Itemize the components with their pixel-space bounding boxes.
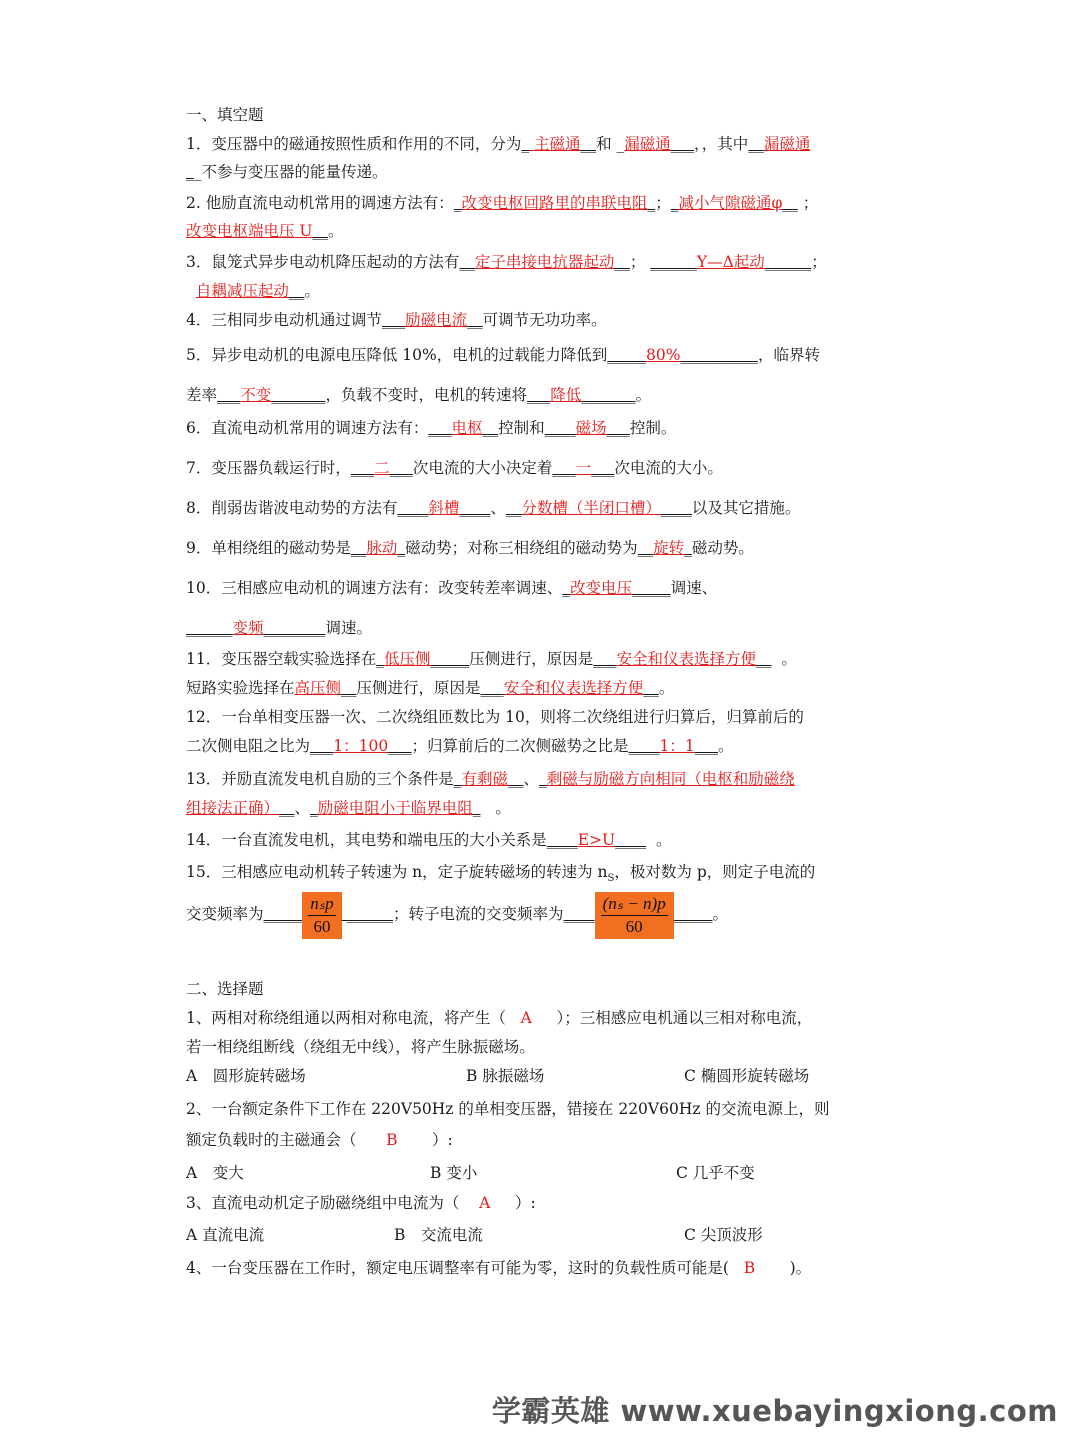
option-a: A 直流电流 (186, 1226, 265, 1244)
question-5-line1: 5．异步电动机的电源电压降低 10%，电机的过载能力降低到_____80%__________，临界转 (186, 346, 820, 364)
question-7: 7．变压器负载运行时，___二___次电流的大小决定着___一___次电流的大小。 (186, 459, 723, 477)
question-10-line1: 10．三相感应电动机的调速方法有：改变转差率调速、_改变电压_____调速、 (186, 579, 718, 597)
question-9: 9．单相绕组的磁动势是__脉动_磁动势；对称三相绕组的磁动势为__旋转_磁动势。 (186, 539, 754, 557)
question-2-line2: 改变电枢端电压 U__。 (186, 222, 344, 240)
choice-1-line1: 1、两相对称绕组通以两相对称电流，将产生（ A ）；三相感应电机通以三相对称电流， (186, 1009, 813, 1027)
question-3-line2: 自耦减压起动__。 (195, 282, 320, 300)
formula-rotor-frequency: $\frac{\text{(nₛ − n)p}}{60}$ (595, 892, 674, 939)
watermark: 学霸英雄 www.xuebayingxiong.com (491, 1394, 1058, 1428)
question-15-line1: 15．三相感应电动机转子转速为 n，定子旋转磁场的转速为 $n_S$，极对数为 p，则定子电流的 (186, 863, 816, 885)
formula-stator-frequency: $\frac{\text{nₛp}}{60}$ (302, 892, 341, 939)
question-4: 4．三相同步电动机通过调节___励磁电流__可调节无功功率。 (186, 311, 607, 329)
question-13-line2: 组接法正确）__、_励磁电阻小于临界电阻_ 。 (186, 799, 511, 817)
choice-3-line1: 3、直流电动机定子励磁绕组中电流为（ A ）: (186, 1194, 536, 1212)
choice-2-line1: 2、一台额定条件下工作在 220V50Hz 的单相变压器，错接在 220V60Hz 的交流电源上，则 (186, 1100, 830, 1118)
option-b: B 脉振磁场 (466, 1067, 545, 1085)
choice-4: 4、一台变压器在工作时，额定电压调整率有可能为零，这时的负载性质可能是( B )。 (186, 1259, 812, 1277)
question-13-line1: 13．并励直流发电机自励的三个条件是_有剩磁__、_剩磁与励磁方向相同（电枢和励磁绕 (186, 770, 795, 788)
option-b: B 变小 (430, 1164, 478, 1182)
section-title-choice: 二、选择题 (186, 980, 264, 998)
question-5-line2: 差率___不变_______，负载不变时，电机的转速将___降低_______。 (186, 386, 652, 404)
section-title-fill: 一、填空题 (186, 106, 264, 124)
question-8: 8．削弱齿谐波电动势的方法有____斜槽____、__分数槽（半闭口槽）____以及其它措施。 (186, 499, 801, 517)
question-11-line1: 11．变压器空载实验选择在_低压侧_____压侧进行，原因是___安全和仪表选择方便__ 。 (186, 650, 797, 668)
question-12-line1: 12．一台单相变压器一次、二次绕组匝数比为 10，则将二次绕组进行归算后，归算前后的 (186, 708, 804, 726)
option-b: B 交流电流 (394, 1226, 483, 1244)
option-a: A 圆形旋转磁场 (186, 1067, 306, 1085)
question-2-line1: 2. 他励直流电动机常用的调速方法有：_改变电枢回路里的串联电阻_；_减小气隙磁通φ__ ； (186, 194, 819, 212)
question-1-line1: 1．变压器中的磁通按照性质和作用的不同，分为_ 主磁通__和 _漏磁通___，，其中__漏磁通 (186, 135, 811, 153)
question-15-line2: 交变频率为_____ $\frac{\text{nₛp}}{60}$ ______；转子电流的交变频率为____ $\frac{\text{(nₛ − n)p}}{60}$ _____。 (186, 887, 906, 941)
choice-2-line2: 额定负载时的主磁通会（ B ）: (186, 1131, 453, 1149)
question-10-line2: ______变频________调速。 (186, 619, 373, 637)
question-1-line2: __不参与变压器的能量传递。 (186, 163, 388, 181)
option-c: C 椭圆形旋转磁场 (684, 1067, 810, 1085)
question-11-line2: 短路实验选择在高压侧__压侧进行，原因是___安全和仪表选择方便__。 (186, 679, 675, 697)
option-c: C 尖顶波形 (684, 1226, 763, 1244)
question-3-line1: 3．鼠笼式异步电动机降压起动的方法有__定子串接电抗器起动__； ______Y—Δ起动______； (186, 253, 827, 271)
question-14: 14．一台直流发电机，其电势和端电压的大小关系是____E>U____ 。 (186, 831, 672, 849)
question-6: 6．直流电动机常用的调速方法有：___电枢__控制和____磁场___控制。 (186, 419, 677, 437)
option-c: C 几乎不变 (676, 1164, 755, 1182)
choice-1-line2: 若一相绕组断线（绕组无中线），将产生脉振磁场。 (186, 1038, 535, 1056)
option-a: A 变大 (186, 1164, 244, 1182)
question-12-line2: 二次侧电阻之比为___1：100___；归算前后的二次侧磁势之比是____1：1___。 (186, 737, 734, 755)
